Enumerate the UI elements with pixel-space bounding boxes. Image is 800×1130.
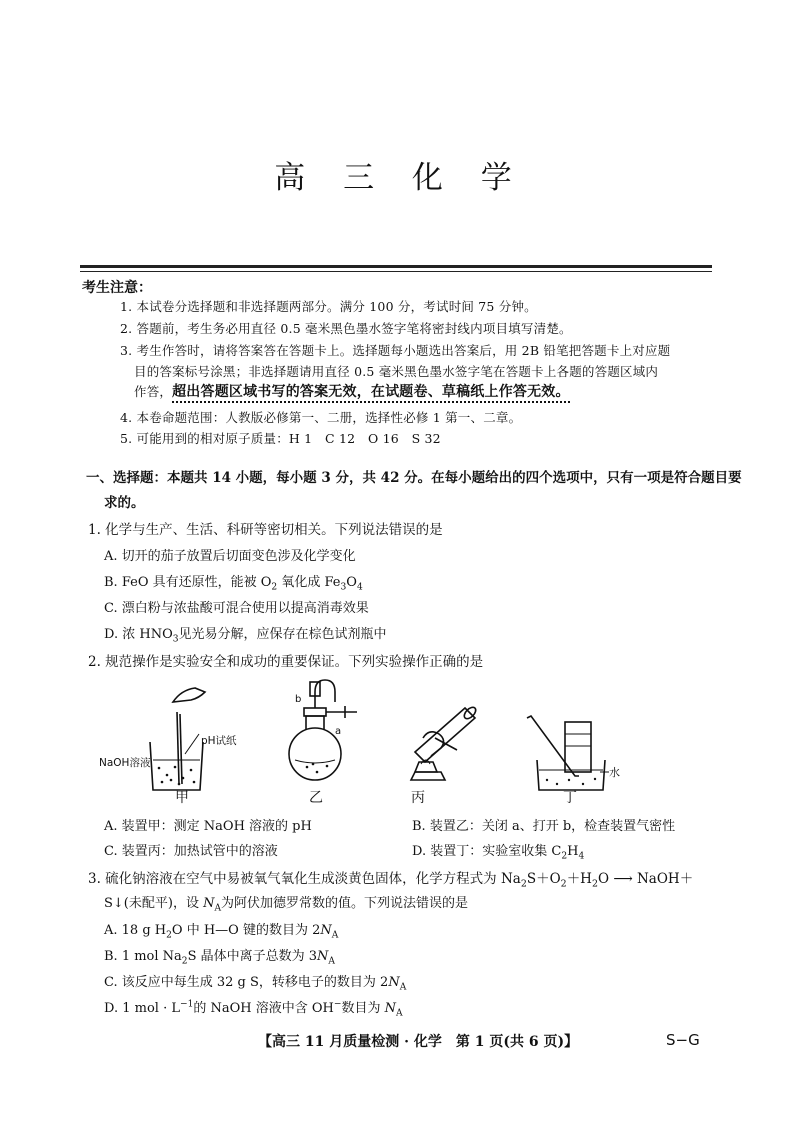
q2-stem: 2. 规范操作是实验安全和成功的重要保证。下列实验操作正确的是 xyxy=(88,654,484,670)
q3-d-sup: −1 xyxy=(179,999,194,1010)
q3-a-n: N xyxy=(320,923,332,938)
q1-b-sub-1: 2 xyxy=(271,582,278,593)
q2-option-b: B. 装置乙：关闭 a、打开 b，检查装置气密性 xyxy=(412,819,676,834)
notice-item-4: 4. 本卷命题范围：人教版必修第一、二册，选择性必修 1 第一、二章。 xyxy=(120,410,522,425)
q3-b-sub: 2 xyxy=(181,956,188,967)
q1-b-sub-3: 4 xyxy=(356,582,363,593)
q3-l2-text-2: 为阿伏加德罗常数的值。下列说法错误的是 xyxy=(221,896,469,911)
q2-d-sub-1: 2 xyxy=(561,851,568,862)
q1-option-b xyxy=(104,571,363,593)
q3-d-text-2: 的 NaOH 溶液中含 OH xyxy=(193,1001,334,1016)
notice-item-1: 1. 本试卷分选择题和非选择题两部分。满分 100 分，考试时间 75 分钟。 xyxy=(120,299,537,314)
q3-b-nsub: A xyxy=(328,956,335,967)
q3-c-n: N xyxy=(388,975,400,990)
apparatus-ding xyxy=(527,716,609,790)
q2-d-text-1: D. 装置丁：实验室收集 C xyxy=(412,844,562,859)
q2-apparatus-figure xyxy=(95,672,655,807)
q3-d-nsub: A xyxy=(396,1008,403,1019)
q2-option-d xyxy=(412,840,584,862)
label-yi: 乙 xyxy=(309,790,323,806)
q3-l2-na-sub: A xyxy=(214,903,222,914)
q2-d-text-2: H xyxy=(567,844,579,859)
q3-option-d xyxy=(104,997,403,1019)
q3-l1-sub-2: 2 xyxy=(560,878,567,890)
q3-d-n: N xyxy=(384,1001,397,1016)
notice-item-3-line-1: 3. 考生作答时，请将答案答在答题卡上。选择题每小题选出答案后，用 2B 铅笔把答题卡上对应题 xyxy=(120,343,671,358)
q1-d-text-1: D. 浓 HNO xyxy=(104,627,173,642)
notice-item-3-line-3 xyxy=(134,381,570,401)
q3-l1-text-3: ＋H xyxy=(566,871,592,887)
q1-d-text-2: 见光易分解，应保存在棕色试剂瓶中 xyxy=(178,627,387,642)
q1-d-sub: 3 xyxy=(172,634,179,645)
q3-l1-sub-1: 2 xyxy=(520,878,527,890)
page-footer: 【高三 11 月质量检测 · 化学 第 1 页(共 6 页)】 xyxy=(258,1034,579,1050)
q3-d-sup-2: − xyxy=(333,999,342,1010)
q3-stem-line-2 xyxy=(104,892,468,914)
q3-stem-line-1 xyxy=(88,867,693,890)
label-jia: 甲 xyxy=(175,790,189,806)
apparatus-bing xyxy=(411,705,478,780)
q3-l2-na: N xyxy=(203,896,215,911)
notice-item-2: 2. 答题前，考生务必用直径 0.5 毫米黑色墨水签字笔将密封线内项目填写清楚。 xyxy=(120,321,572,336)
q2-option-a: A. 装置甲：测定 NaOH 溶液的 pH xyxy=(104,819,312,834)
q1-b-text-1: B. FeO 具有还原性，能被 O xyxy=(104,575,272,590)
q3-c-nsub: A xyxy=(399,982,407,993)
q1-option-c: C. 漂白粉与浓盐酸可混合使用以提高消毒效果 xyxy=(104,601,369,616)
q3-b-n: N xyxy=(317,949,329,964)
q3-l1-text-1: 3. 硫化钠溶液在空气中易被氧气氧化生成淡黄色固体，化学方程式为 Na xyxy=(88,871,521,887)
notice-item-3-pre: 作答， xyxy=(134,384,173,399)
q1-option-d xyxy=(104,623,387,645)
q1-b-text-2: 氧化成 Fe xyxy=(277,575,341,590)
q3-b-text-2: S 晶体中离子总数为 3 xyxy=(187,949,318,964)
notice-heading: 考生注意： xyxy=(82,280,152,296)
label-naoh: NaOH溶液 xyxy=(99,757,151,769)
notice-item-5: 5. 可能用到的相对原子质量：H 1 C 12 O 16 S 32 xyxy=(120,431,441,446)
q1-stem: 1. 化学与生产、生活、科研等密切相关。下列说法错误的是 xyxy=(88,522,443,538)
page-title: 高 三 化 学 xyxy=(274,160,526,196)
header-rule-thick xyxy=(80,265,712,268)
q3-a-text-1: A. 18 g H xyxy=(104,923,167,938)
q3-a-nsub: A xyxy=(331,930,339,941)
label-a: a xyxy=(335,726,342,737)
q3-c-text-1: C. 该反应中每生成 32 g S，转移电子的数目为 2 xyxy=(104,975,389,990)
q3-b-text-1: B. 1 mol Na xyxy=(104,949,182,964)
q3-d-text-1: D. 1 mol · L xyxy=(104,1001,180,1016)
label-ph-paper: pH试纸 xyxy=(201,735,237,747)
notice-item-3-line-2: 目的答案标号涂黑；非选择题请用直径 0.5 毫米黑色墨水签字笔在答题卡上各题的答题区域内 xyxy=(134,364,659,379)
label-water: 水 xyxy=(609,766,620,779)
q3-d-text-3: 数目为 xyxy=(341,1001,385,1016)
q1-option-a: A. 切开的茄子放置后切面变色涉及化学变化 xyxy=(104,549,356,564)
q1-b-text-3: O xyxy=(346,575,357,590)
label-b: b xyxy=(295,694,302,705)
section-heading-line-1: 一、选择题：本题共 14 小题，每小题 3 分，共 42 分。在每小题给出的四个选项中，只有一项是符合题目要 xyxy=(86,470,742,486)
q3-l2-text-1: S↓(未配平)，设 xyxy=(104,896,204,911)
label-bing: 丙 xyxy=(411,790,425,806)
q3-a-sub: 2 xyxy=(166,930,172,941)
notice-emphasis: 超出答题区域书写的答案无效，在试题卷、草稿纸上作答无效。 xyxy=(172,384,570,403)
q3-l1-sub-3: 2 xyxy=(591,878,598,890)
q3-a-text-2: O 中 H—O 键的数目为 2 xyxy=(171,923,321,938)
q3-option-c xyxy=(104,971,406,993)
q3-option-a xyxy=(104,919,338,941)
q3-option-b xyxy=(104,945,335,967)
q2-d-sub-2: 4 xyxy=(578,851,585,862)
paper-code: S−G xyxy=(666,1031,700,1049)
q3-l1-text-2: S＋O xyxy=(526,871,561,887)
header-rule-thin xyxy=(80,271,712,272)
q1-b-sub-2: 3 xyxy=(340,582,347,593)
section-heading-line-2: 求的。 xyxy=(104,495,145,511)
q2-option-c: C. 装置丙：加热试管中的溶液 xyxy=(104,844,278,859)
apparatus-jia xyxy=(150,688,205,790)
label-ding: 丁 xyxy=(563,790,577,806)
q3-l1-text-4: O ⟶ NaOH＋ xyxy=(597,871,694,887)
